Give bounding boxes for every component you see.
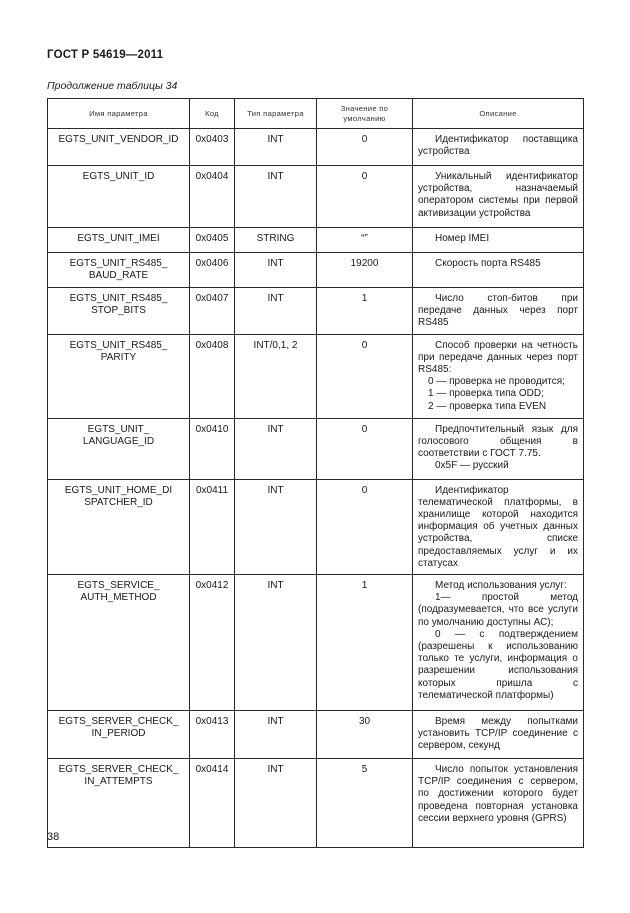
description-text: Предпочтительный язык для голосового общения в соответствии с ГОСТ 7.75. (418, 423, 578, 460)
column-header-description: Описание (413, 99, 584, 129)
column-header-default: Значение по умолчанию (317, 99, 413, 129)
description-option: 0 — с подтверждением (разрешены к использованию только те услуги, информация о разрешении использования которых пришла с телематической платформы) (418, 628, 578, 701)
cell-code: 0x0414 (190, 759, 235, 848)
cell-type: INT (235, 166, 317, 228)
cell-name: EGTS_UNIT_RS485_ STOP_BITS (48, 288, 190, 335)
cell-code: 0x0405 (190, 228, 235, 253)
cell-description (413, 253, 584, 288)
cell-type: INT (235, 759, 317, 848)
cell-name: EGTS_UNIT_VENDOR_ID (48, 129, 190, 166)
parameters-table (47, 98, 584, 848)
cell-code: 0x0411 (190, 479, 235, 574)
page-number: 38 (47, 831, 60, 843)
cell-type: INT (235, 418, 317, 479)
cell-default: 0 (317, 129, 413, 166)
table-row (48, 759, 584, 848)
cell-description (413, 711, 584, 759)
table-row (48, 575, 584, 711)
cell-type: INT (235, 288, 317, 335)
cell-code: 0x0406 (190, 253, 235, 288)
cell-default: 0 (317, 166, 413, 228)
cell-description (413, 288, 584, 335)
column-header-type: Тип параметра (235, 99, 317, 129)
cell-type: INT/0,1, 2 (235, 334, 317, 418)
cell-name: EGTS_UNIT_ID (48, 166, 190, 228)
description-option: 0x5F — русский (435, 460, 509, 472)
description-text: Идентификатор поставщика устройства (418, 134, 578, 158)
cell-description (413, 228, 584, 253)
document-header: ГОСТ Р 54619—2011 (47, 49, 164, 61)
description-text: Способ проверки на четность при передаче данных через порт RS485: (418, 339, 578, 376)
cell-default: 0 (317, 479, 413, 574)
cell-description (413, 334, 584, 418)
description-text: Скорость порта RS485 (435, 258, 541, 269)
cell-code: 0x0407 (190, 288, 235, 335)
description-option: 1 — проверка типа ODD; (428, 388, 544, 400)
cell-name: EGTS_SERVER_CHECK_ IN_PERIOD (48, 711, 190, 759)
table-row (48, 418, 584, 479)
cell-default: 30 (317, 711, 413, 759)
cell-description (413, 759, 584, 848)
cell-description (413, 166, 584, 228)
table-header-row (48, 99, 584, 129)
cell-type: INT (235, 575, 317, 711)
cell-description (413, 418, 584, 479)
description-text: Число попыток установления TCP/IP соединения с сервером, по достижении которого будет проведена повторная установка сессии верхнего уровня (GPRS) (418, 764, 578, 824)
cell-code: 0x0412 (190, 575, 235, 711)
cell-name: EGTS_UNIT_RS485_ PARITY (48, 334, 190, 418)
description-option: 1— простой метод (подразумевается, что все услуги по умолчанию доступны АС); (418, 592, 578, 628)
cell-name: EGTS_UNIT_IMEI (48, 228, 190, 253)
description-text: Время между попытками установить TCP/IP соединение с сервером, секунд (418, 716, 578, 752)
cell-default: 0 (317, 418, 413, 479)
cell-default: 0 (317, 334, 413, 418)
cell-description (413, 479, 584, 574)
table-row (48, 479, 584, 574)
cell-default: 1 (317, 288, 413, 335)
description-text: Число стоп-битов при передаче данных через порт RS485 (418, 293, 578, 329)
cell-type: STRING (235, 228, 317, 253)
cell-description (413, 575, 584, 711)
column-header-name: Имя параметра (48, 99, 190, 129)
cell-default: “” (317, 228, 413, 253)
cell-name: EGTS_UNIT_HOME_DI SPATCHER_ID (48, 479, 190, 574)
cell-name: EGTS_SERVER_CHECK_ IN_ATTEMPTS (48, 759, 190, 848)
table-row (48, 166, 584, 228)
column-header-code: Код (190, 99, 235, 129)
table-row (48, 334, 584, 418)
table-row (48, 711, 584, 759)
description-text: Номер IMEI (435, 233, 490, 244)
cell-type: INT (235, 711, 317, 759)
cell-type: INT (235, 479, 317, 574)
cell-name: EGTS_UNIT_RS485_ BAUD_RATE (48, 253, 190, 288)
cell-code: 0x0404 (190, 166, 235, 228)
cell-default: 5 (317, 759, 413, 848)
cell-default: 1 (317, 575, 413, 711)
cell-name: EGTS_UNIT_ LANGUAGE_ID (48, 418, 190, 479)
cell-default: 19200 (317, 253, 413, 288)
cell-code: 0x0408 (190, 334, 235, 418)
cell-type: INT (235, 129, 317, 166)
cell-type: INT (235, 253, 317, 288)
cell-code: 0x0410 (190, 418, 235, 479)
description-text: Идентификатор телематической платформы, в хранилище которой находится информация об учетных данных устройства, списке предоставляемых услуг и их статусах (418, 484, 578, 569)
table-row (48, 129, 584, 166)
cell-code: 0x0403 (190, 129, 235, 166)
table-row (48, 228, 584, 253)
description-option: 2 — проверка типа EVEN (428, 400, 547, 412)
cell-description (413, 129, 584, 166)
table-caption: Продолжение таблицы 34 (47, 80, 178, 92)
cell-name: EGTS_SERVICE_ AUTH_METHOD (48, 575, 190, 711)
cell-code: 0x0413 (190, 711, 235, 759)
description-text: Уникальный идентификатор устройства, назначаемый оператором системы при первой активизации устройства (418, 171, 578, 219)
description-option: 0 — проверка не проводится; (428, 376, 565, 388)
description-text: Метод использования услуг: (435, 580, 567, 592)
table-row (48, 253, 584, 288)
table-row (48, 288, 584, 335)
